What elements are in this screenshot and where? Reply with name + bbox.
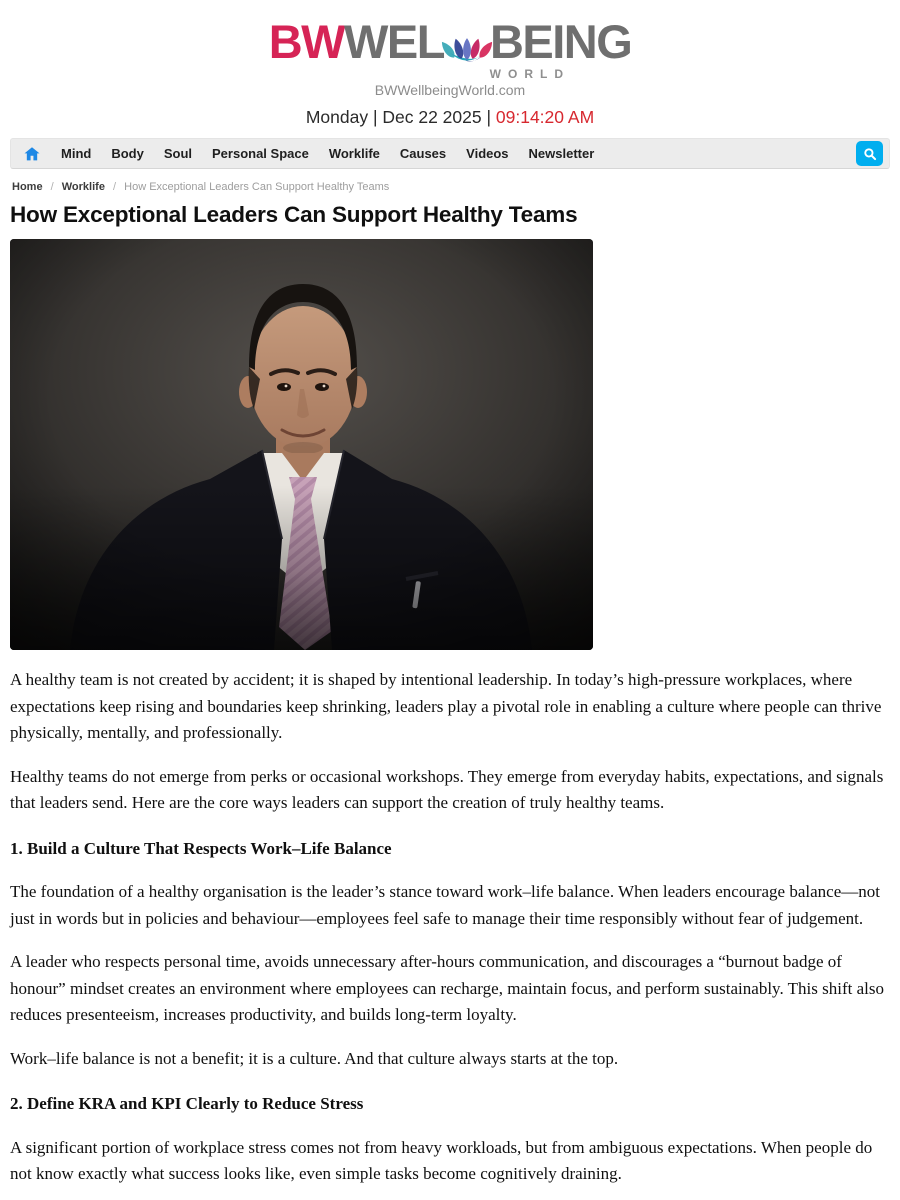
page-title: How Exceptional Leaders Can Support Healthy Teams: [10, 202, 578, 227]
breadcrumb: [12, 181, 888, 193]
date-text: Monday | Dec 22 2025 |: [305, 107, 492, 127]
nav-item-mind[interactable]: Mind: [61, 146, 92, 161]
article-image: [10, 239, 593, 650]
logo-text-being: BEING: [489, 15, 632, 68]
logo-text-wel: WEL: [344, 15, 444, 68]
site-header: [0, 0, 900, 98]
article-paragraph: The foundation of a healthy organisation is the leader’s stance toward work–life balance. When leaders encourage balance—not just in words but in policies and behaviour—employees feel safe to manage their time responsibly without fear of judgement.: [10, 882, 880, 928]
logo-text-world: WORLD: [489, 67, 570, 81]
search-button[interactable]: [856, 141, 883, 166]
main-navbar: [10, 138, 890, 169]
nav-item-personal-space[interactable]: Personal Space: [212, 146, 309, 161]
site-logo[interactable]: [0, 12, 900, 66]
nav-item-soul[interactable]: Soul: [163, 146, 192, 161]
logo-site-url: BWWellbeingWorld.com: [374, 82, 526, 98]
article-paragraph: Work–life balance is not a benefit; it is a culture. And that culture always starts at the top.: [10, 1048, 619, 1068]
date-time-bar: [0, 107, 900, 128]
breadcrumb-home[interactable]: Home: [12, 181, 43, 193]
nav-item-causes[interactable]: Causes: [399, 146, 447, 161]
article-paragraph: A leader who respects personal time, avoids unnecessary after-hours communication, and discourages a “burnout badge of honour” mindset creates an environment where employees can recharge, maintain focus, and perform sustainably. This shift also reduces presenteeism, increases productivity, and builds long-term loyalty.: [10, 952, 884, 1025]
clock-time: 09:14:20 AM: [495, 107, 595, 127]
article-subheading: 1. Build a Culture That Respects Work–Life Balance: [10, 838, 392, 858]
nav-item-videos[interactable]: Videos: [466, 146, 509, 161]
logo-text-bw: BW: [268, 15, 345, 68]
breadcrumb-current-page: How Exceptional Leaders Can Support Healthy Teams: [124, 181, 390, 193]
breadcrumb-separator: /: [113, 181, 117, 193]
lotus-flower-icon: [441, 20, 493, 70]
article-paragraph: A significant portion of workplace stress comes not from heavy workloads, but from ambiguous expectations. When people do not know exactly what success looks like, even simple tasks become cognitively draining.: [10, 1137, 873, 1184]
home-icon[interactable]: [17, 143, 47, 165]
article-paragraph: Healthy teams do not emerge from perks or occasional workshops. They emerge from everyday habits, expectations, and signals that leaders send. Here are the core ways leaders can support the creation of truly healthy teams.: [10, 766, 884, 813]
nav-item-body[interactable]: Body: [111, 146, 144, 161]
article-subheading: 2. Define KRA and KPI Clearly to Reduce Stress: [10, 1094, 364, 1114]
breadcrumb-worklife[interactable]: Worklife: [61, 181, 105, 193]
nav-item-worklife[interactable]: Worklife: [328, 146, 380, 161]
search-icon: [862, 146, 878, 162]
breadcrumb-separator: /: [50, 181, 54, 193]
article-paragraph: A healthy team is not created by accident; it is shaped by intentional leadership. In today’s high-pressure workplaces, where expectations keep rising and boundaries keep shrinking, leaders play a pivotal role in enabling a culture where people can thrive physically, mentally, and professionally.: [10, 670, 882, 743]
article-body: [10, 667, 890, 1188]
nav-item-newsletter[interactable]: Newsletter: [528, 146, 595, 161]
